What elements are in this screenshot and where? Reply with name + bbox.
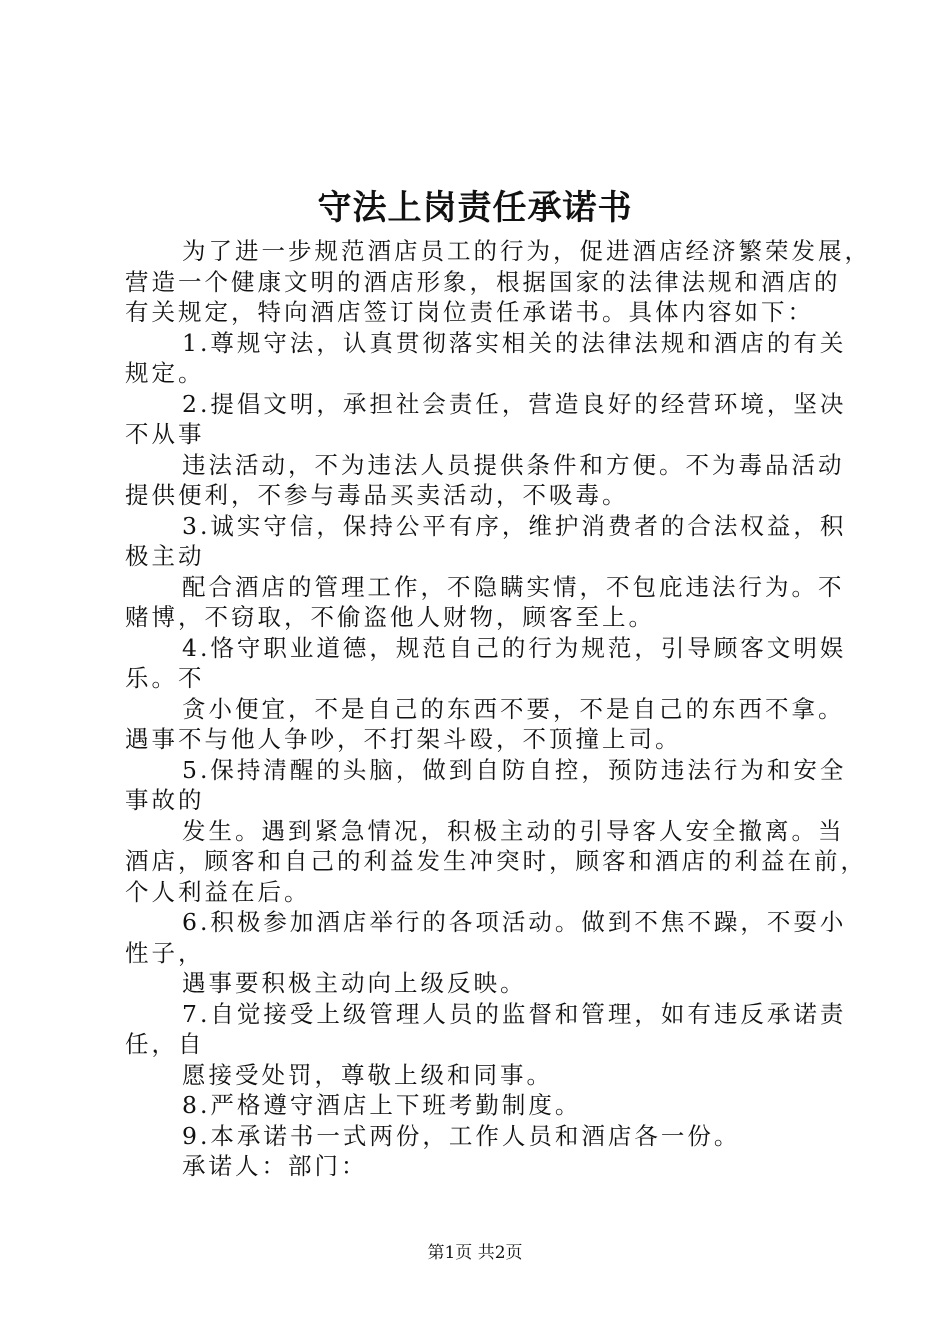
text-line: 9.本承诺书一式两份，工作人员和酒店各一份。 bbox=[182, 1121, 741, 1150]
text-line: 提供便利，不参与毒品买卖活动，不吸毒。 bbox=[125, 481, 629, 509]
text-line: 违法活动，不为违法人员提供条件和方便。不为毒品活动 bbox=[182, 450, 845, 479]
text-line: 遇事不与他人争吵，不打架斗殴，不顶撞上司。 bbox=[125, 725, 682, 753]
document-body bbox=[125, 236, 871, 1182]
text-line: 个人利益在后。 bbox=[125, 877, 311, 906]
document-title: 守法上岗责任承诺书 bbox=[317, 188, 633, 228]
text-line: 不从事 bbox=[125, 420, 205, 448]
text-line: 5.保持清醒的头脑，做到自防自控，预防违法行为和安全 bbox=[182, 755, 847, 784]
text-line: 3.诚实守信，保持公平有序，维护消费者的合法权益，积 bbox=[182, 511, 847, 540]
text-line: 有关规定，特向酒店签订岗位责任承诺书。具体内容如下： bbox=[125, 298, 814, 326]
text-line: 营造一个健康文明的酒店形象，根据国家的法律法规和酒店的 bbox=[125, 267, 841, 296]
text-line: 4.恪守职业道德，规范自己的行为规范，引导顾客文明娱 bbox=[182, 633, 847, 662]
text-line: 规定。 bbox=[125, 359, 205, 387]
text-line: 事故的 bbox=[125, 786, 205, 814]
text-line: 贪小便宜，不是自己的东西不要，不是自己的东西不拿。 bbox=[182, 694, 845, 723]
text-line: 酒店，顾客和自己的利益发生冲突时，顾客和酒店的利益在前， bbox=[125, 847, 867, 875]
text-line: 性子， bbox=[125, 938, 205, 967]
text-line: 7.自觉接受上级管理人员的监督和管理，如有违反承诺责 bbox=[182, 999, 847, 1028]
text-line: 6.积极参加酒店举行的各项活动。做到不焦不躁，不耍小 bbox=[182, 908, 847, 936]
text-line: 赌博，不窃取，不偷盗他人财物，顾客至上。 bbox=[125, 603, 655, 631]
text-line: 1.尊规守法，认真贯彻落实相关的法律法规和酒店的有关 bbox=[182, 328, 847, 357]
text-line: 为了进一步规范酒店员工的行为，促进酒店经济繁荣发展， bbox=[182, 237, 871, 265]
signature-line: 承诺人：部门： bbox=[182, 1152, 368, 1180]
text-line: 2.提倡文明，承担社会责任，营造良好的经营环境，坚决 bbox=[182, 389, 847, 418]
page-number: 第1页 共2页 bbox=[427, 1243, 523, 1263]
text-line: 遇事要积极主动向上级反映。 bbox=[182, 969, 527, 997]
text-line: 8.严格遵守酒店上下班考勤制度。 bbox=[182, 1091, 582, 1119]
text-line: 愿接受处罚，尊敬上级和同事。 bbox=[182, 1060, 553, 1089]
text-line: 发生。遇到紧急情况，积极主动的引导客人安全撤离。当 bbox=[182, 816, 845, 845]
text-line: 配合酒店的管理工作，不隐瞒实情，不包庇违法行为。不 bbox=[182, 572, 845, 601]
text-line: 乐。不 bbox=[125, 664, 205, 692]
text-line: 极主动 bbox=[125, 542, 205, 570]
text-line: 任，自 bbox=[125, 1030, 205, 1058]
